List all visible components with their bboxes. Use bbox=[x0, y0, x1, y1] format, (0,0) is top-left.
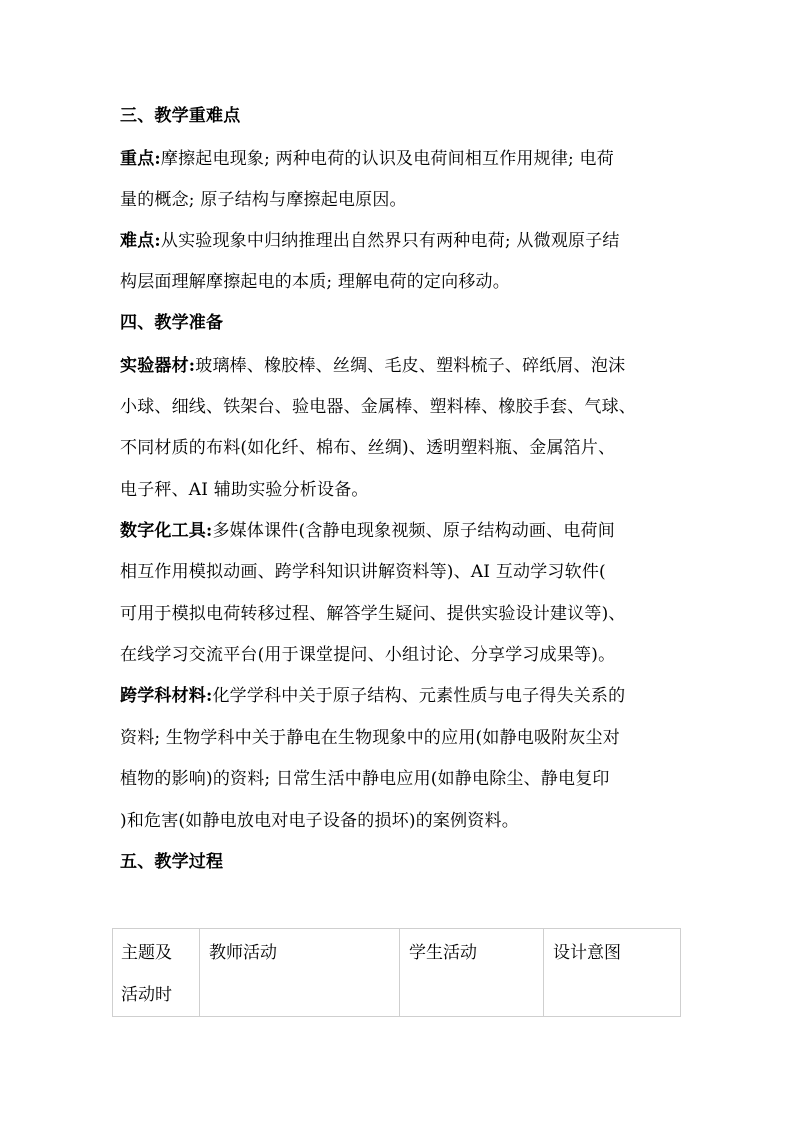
equipment-line-1 bbox=[120, 356, 625, 376]
cross-subject-label: 跨学科材料: bbox=[120, 686, 213, 706]
cross-subject-text-3: 植物的影响)的资料; 日常生活中静电应用(如静电除尘、静电复印 bbox=[120, 769, 610, 789]
cross-subject-text-1: 化学学科中关于原子结构、元素性质与电子得失关系的 bbox=[212, 686, 626, 706]
table-column-divider bbox=[399, 929, 400, 1016]
key-points-text-2: 量的概念; 原子结构与摩擦起电原因。 bbox=[120, 190, 407, 210]
table-header-topic-line-1: 主题及 bbox=[121, 943, 172, 963]
equipment-label: 实验器材: bbox=[120, 356, 196, 376]
equipment-text-1: 玻璃棒、橡胶棒、丝绸、毛皮、塑料梳子、碎纸屑、泡沫 bbox=[195, 356, 626, 376]
section-five-heading: 五、教学过程 bbox=[120, 852, 224, 872]
table-column-divider bbox=[543, 929, 544, 1016]
difficulty-text-1: 从实验现象中归纳推理出自然界只有两种电荷; 从微观原子结 bbox=[160, 231, 620, 251]
key-points-line-1 bbox=[120, 149, 614, 169]
key-points-label: 重点: bbox=[120, 149, 161, 169]
key-points-text-1: 摩擦起电现象; 两种电荷的认识及电荷间相互作用规律; 电荷 bbox=[160, 149, 614, 169]
section-four-heading: 四、教学准备 bbox=[120, 313, 224, 333]
cross-subject-line-1 bbox=[120, 686, 625, 706]
table-header-student-activity: 学生活动 bbox=[409, 943, 477, 963]
difficulty-line-1 bbox=[120, 231, 620, 251]
digital-tools-text-3: 可用于模拟电荷转移过程、解答学生疑问、提供实验设计建议等)、 bbox=[120, 604, 626, 624]
digital-tools-line-1 bbox=[120, 521, 615, 541]
equipment-text-4: 电子秤、AI 辅助实验分析设备。 bbox=[120, 480, 369, 500]
digital-tools-text-2: 相互作用模拟动画、跨学科知识讲解资料等)、AI 互动学习软件( bbox=[120, 562, 606, 582]
digital-tools-text-1: 多媒体课件(含静电现象视频、原子结构动画、电荷间 bbox=[212, 521, 615, 541]
digital-tools-text-4: 在线学习交流平台(用于课堂提问、小组讨论、分享学习成果等)。 bbox=[120, 645, 616, 665]
equipment-text-2: 小球、细线、铁架台、验电器、金属棒、塑料棒、橡胶手套、气球、 bbox=[120, 397, 636, 417]
cross-subject-text-4: )和危害(如静电放电对电子设备的损坏)的案例资料。 bbox=[120, 811, 519, 831]
table-header-teacher-activity: 教师活动 bbox=[209, 943, 277, 963]
section-three-heading: 三、教学重难点 bbox=[120, 106, 241, 126]
table-column-divider bbox=[199, 929, 200, 1016]
equipment-text-3: 不同材质的布料(如化纤、棉布、丝绸)、透明塑料瓶、金属箔片、 bbox=[120, 438, 616, 458]
digital-tools-label: 数字化工具: bbox=[120, 521, 213, 541]
teaching-process-table bbox=[112, 928, 681, 1017]
table-header-design-intent: 设计意图 bbox=[553, 943, 621, 963]
cross-subject-text-2: 资料; 生物学科中关于静电在生物现象中的应用(如静电吸附灰尘对 bbox=[120, 728, 620, 748]
difficulty-text-2: 构层面理解摩擦起电的本质; 理解电荷的定向移动。 bbox=[120, 272, 510, 292]
table-header-topic-line-2: 活动时 bbox=[121, 985, 172, 1005]
difficulty-label: 难点: bbox=[120, 231, 161, 251]
